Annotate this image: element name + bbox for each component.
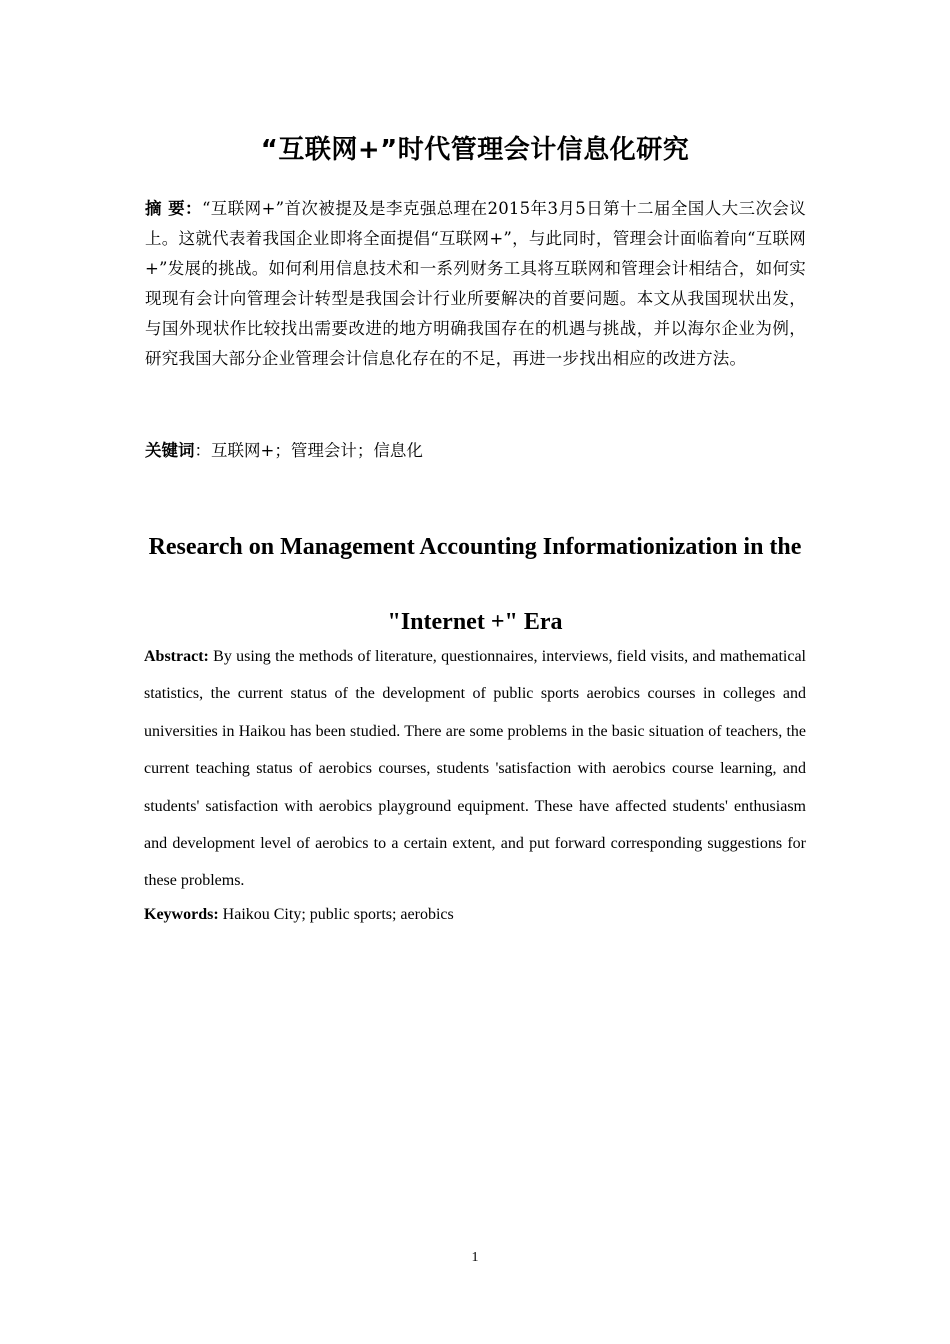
chinese-keywords (145, 437, 806, 465)
chinese-keywords-label: 关键词 (145, 441, 195, 460)
chinese-abstract-text: “互联网+”首次被提及是李克强总理在2015年3月5日第十二届全国人大三次会议上。这就代表着我国企业即将全面提倡“互联网+”，与此同时，管理会计面临着向“互联网+”发展的挑战。如何利用信息技术和一系列财务工具将互联网和管理会计相结合，如何实现现有会计向管理会计转型是我国会计行业所要解决的首要问题。本文从我国现状出发，与国外现状作比较找出需要改进的地方明确我国存在的机遇与挑战，并以海尔企业为例，研究我国大部分企业管理会计信息化存在的不足，再进一步找出相应的改进方法。 (145, 199, 806, 368)
chinese-keywords-text: 互联网+；管理会计；信息化 (211, 441, 423, 460)
english-abstract (144, 638, 806, 900)
english-keywords (144, 902, 806, 928)
english-title: Research on Management Accounting Informationization in the "Internet +" Era (148, 534, 802, 635)
chinese-abstract-label: 摘 要： (145, 199, 202, 218)
english-keywords-text: Haikou City; public sports; aerobics (222, 906, 454, 923)
chinese-title: “互联网+”时代管理会计信息化研究 (260, 135, 690, 165)
page-number: 1 (471, 1250, 479, 1265)
english-abstract-label: Abstract: (144, 648, 209, 665)
chinese-abstract (145, 194, 806, 374)
chinese-keywords-separator: ： (194, 441, 211, 460)
english-abstract-text: By using the methods of literature, questionnaires, interviews, field visits, and mathematical statistics, the current status of the development of public sports aerobics courses in colleges and universities in Haikou has been studied. There are some problems in the basic situation of teachers, the current teaching status of aerobics courses, students 'satisfaction with aerobics course learning, and students' satisfaction with aerobics playground equipment. These have affected students' enthusiasm and development level of aerobics to a certain extent, and put forward corresponding suggestions for these problems. (144, 648, 807, 890)
english-keywords-label: Keywords: (144, 906, 219, 923)
